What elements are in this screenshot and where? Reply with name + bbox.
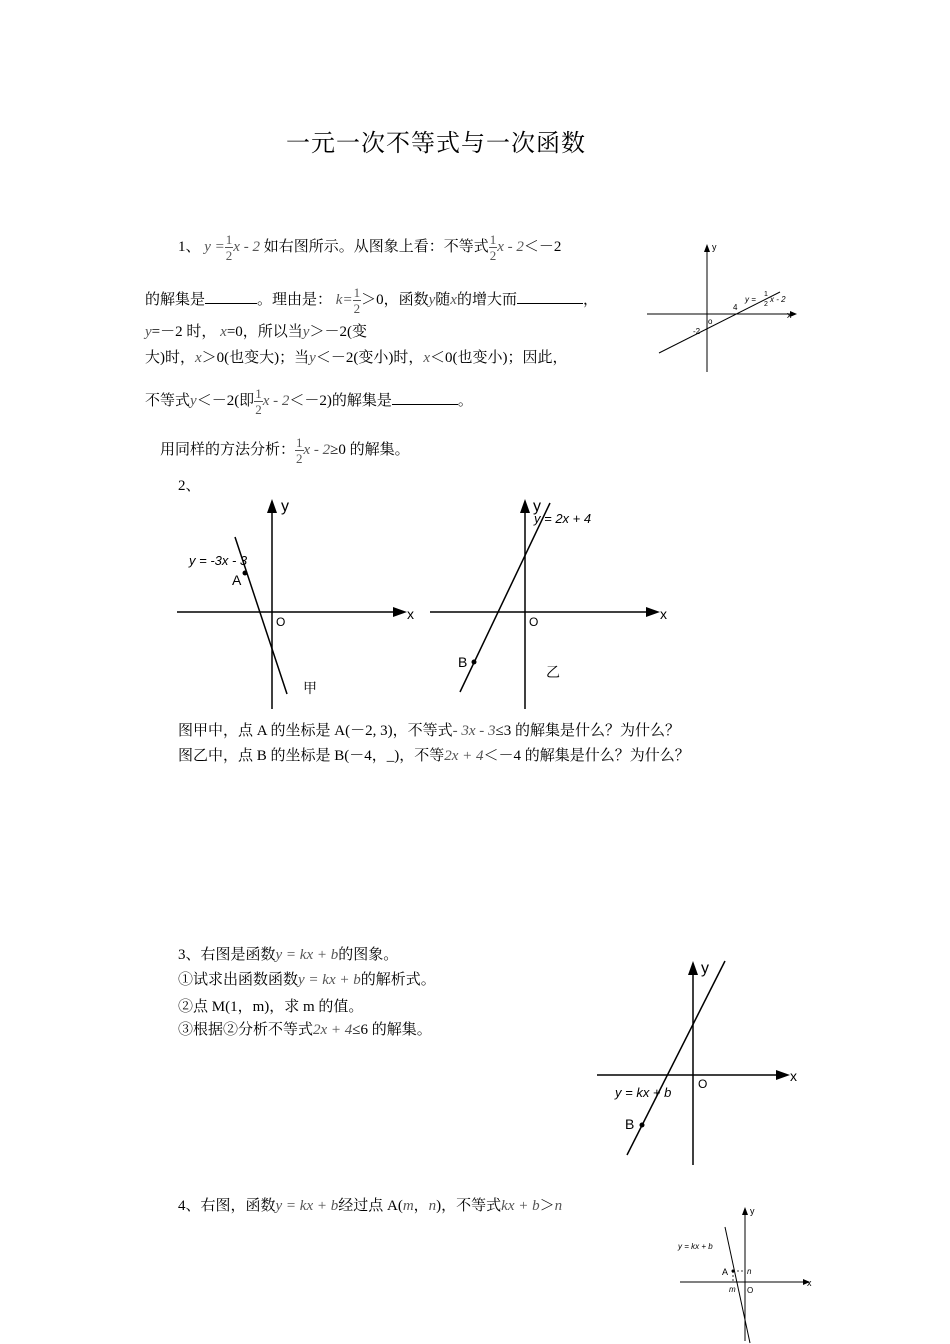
q1-l3-y2: y: [302, 324, 310, 340]
q3-l1-a: 3、右图是函数: [178, 947, 276, 963]
q1-l5-b: ＜－2(即: [196, 392, 255, 409]
q2-l2-a: 图乙中，点 B 的坐标是 B(－4，_)，不等: [178, 748, 445, 764]
q3-line1: [178, 945, 398, 965]
q1-fraction-2: $\frac{1}{2}$: [489, 232, 497, 263]
q1-l6-frac: $\frac{1}{2}$: [296, 435, 303, 466]
q1-answer-blank-3[interactable]: [392, 390, 458, 405]
q4-graph: [670, 1205, 820, 1343]
q1-l4-a: 大)时，: [145, 350, 195, 366]
q2-l1-math: - 3x - 3: [452, 723, 496, 739]
q1-func-lhs: y =: [204, 238, 225, 255]
q3-y-label: y: [701, 960, 709, 977]
q1-graph-four: 4: [733, 303, 738, 312]
q1-text: 如右图所示。从图象上看：不等式: [263, 238, 489, 255]
q1-l5-c: ＜－2)的解集是: [289, 392, 392, 409]
q2-graph-a: [175, 497, 420, 712]
q2a-y-label: y: [281, 498, 289, 515]
q2-graph-b: [428, 497, 673, 712]
q4-l1-math2: kx + b: [501, 1198, 540, 1214]
q4-y-label: y: [750, 1206, 755, 1216]
q4-equation: y = kx + b: [678, 1242, 713, 1251]
q1-l3-c: ＞－2(变: [309, 324, 367, 340]
q4-line1: [178, 1196, 562, 1216]
q1-l2-e: 的增大而: [456, 291, 517, 308]
q3-l2-a: ①试求出函数函数: [178, 972, 299, 988]
q1-l3-x: x: [220, 324, 227, 340]
q4-l1-e: ＞: [539, 1198, 555, 1214]
q4-l1-m: m: [402, 1198, 414, 1214]
q3-line2: [178, 970, 436, 990]
q1-line4: [145, 348, 568, 368]
q3-equation: y = kx + b: [615, 1085, 672, 1100]
q1-number: 1、: [178, 238, 201, 255]
q1-graph-eq-n: 1: [764, 291, 768, 298]
q3-line4: [178, 1020, 432, 1040]
q2a-tag: 甲: [303, 680, 317, 696]
q1-graph-x-label: x: [787, 310, 792, 320]
q2a-equation: y = -3x - 3: [189, 553, 248, 568]
q1-graph-eq-d: 2: [764, 301, 768, 308]
q1-l2-f: ，: [582, 291, 598, 308]
q2b-x-label: x: [660, 606, 667, 622]
q4-l1-c: ，: [413, 1198, 429, 1214]
q3-l4-math: 2x + 4: [313, 1022, 353, 1038]
q3-origin: O: [698, 1077, 708, 1091]
q3-l4-b: ≤6 的解集。: [352, 1022, 432, 1038]
q1-l2-b: 。理由是：: [257, 291, 333, 308]
q3-x-label: x: [790, 1068, 797, 1084]
q1-l5-rest: x - 2: [262, 392, 290, 409]
q2-l2-math: 2x + 4: [444, 748, 484, 764]
q3-l2-math: y = kx + b: [298, 972, 361, 988]
q1-graph-eq-rest: x - 2: [770, 295, 786, 304]
q3-line3: ②点 M(1，m)，求 m 的值。: [178, 999, 364, 1015]
q4-x-label: x: [807, 1278, 812, 1288]
q1-line2: [145, 285, 598, 316]
q1-graph-eq-lhs: y =: [745, 295, 756, 304]
q3-l4-a: ③根据②分析不等式: [178, 1022, 314, 1038]
q1-l2-d: 随: [435, 291, 451, 308]
q2-l1-a: 图甲中，点 A 的坐标是 A(－2, 3)，不等式: [178, 723, 453, 739]
q1-l4-y: y: [309, 350, 316, 366]
q2b-y-label: y: [533, 498, 541, 515]
q4-l1-n2: n: [554, 1198, 563, 1214]
q2a-origin: O: [276, 615, 286, 629]
q1-l4-x: x: [195, 350, 202, 366]
q2-l2-b: ＜－4 的解集是什么？为什么？: [483, 748, 690, 764]
q1-l3-y: y: [145, 324, 152, 340]
q4-l1-d: )，不等式: [436, 1198, 502, 1214]
q1-line3: [145, 322, 367, 342]
q1-answer-blank-1[interactable]: [205, 289, 257, 304]
q1-line6: [160, 435, 410, 466]
q1-var-x: x: [450, 291, 457, 308]
q2-line1: [178, 721, 680, 741]
q2-line2: [178, 746, 690, 766]
q2-l1-b: ≤3 的解集是什么？为什么？: [495, 723, 680, 739]
q3-graph: [595, 957, 810, 1167]
q1-l4-d: ＜0(也变小)；因此，: [430, 350, 568, 366]
q3-l1-b: 的图象。: [338, 947, 399, 963]
q1-l5-frac: $\frac{1}{2}$: [255, 386, 262, 417]
q1-l6-a: 用同样的方法分析：: [160, 441, 296, 458]
q1-answer-blank-2[interactable]: [517, 289, 583, 304]
q1-func-rest: x - 2: [233, 238, 260, 255]
q2a-point-a: A: [232, 572, 242, 588]
q1-l3-a: =－2 时，: [151, 324, 217, 340]
q1-l2-c: ＞0，函数: [361, 291, 429, 308]
q2b-equation: y = 2x + 4: [534, 511, 592, 526]
q1-l4-x2: x: [423, 350, 431, 366]
q1-k-frac: $\frac{1}{2}$: [353, 285, 361, 316]
q4-l1-n: n: [428, 1198, 437, 1214]
q2-number: 2、: [178, 478, 201, 494]
q3-point-b: B: [625, 1116, 635, 1132]
q4-l1-math: y = kx + b: [275, 1198, 339, 1214]
q3-l2-b: 的解析式。: [360, 972, 436, 988]
q3-l1-math: y = kx + b: [275, 947, 339, 963]
q1-ineq-rest: x - 2: [497, 238, 524, 255]
q4-origin: O: [747, 1286, 754, 1295]
q2a-x-label: x: [407, 606, 414, 622]
q1-var-y: y: [428, 291, 436, 308]
page-title: 一元一次不等式与一次函数: [286, 131, 586, 157]
q1-graph-origin: o: [708, 317, 713, 326]
q1-l5-d: 。: [457, 392, 473, 409]
q1-l2-a: 的解集是: [145, 291, 206, 308]
q4-point-a: A: [722, 1267, 729, 1277]
q1-line1: [178, 232, 561, 263]
q2b-tag: 乙: [546, 664, 560, 680]
q1-graph: [645, 240, 805, 375]
q1-ineq-tail: ＜－2: [523, 238, 562, 255]
q1-l5-a: 不等式: [145, 392, 191, 409]
q2b-point-b: B: [458, 654, 468, 670]
q2b-origin: O: [529, 615, 539, 629]
q4-m-label: m: [729, 1285, 736, 1294]
q4-l1-b: 经过点 A(: [338, 1198, 403, 1214]
q1-fraction: $\frac{1}{2}$: [225, 232, 233, 263]
q1-line5: [145, 386, 473, 417]
q4-n-label: n: [747, 1267, 752, 1276]
q1-l3-b: =0，所以当: [226, 324, 303, 340]
q1-l4-b: ＞0(也变大)；当: [201, 350, 310, 366]
q1-l5-y: y: [190, 392, 197, 409]
q1-l4-c: ＜－2(变小)时，: [315, 350, 424, 366]
q1-graph-y-label: y: [712, 242, 717, 252]
q1-k: k=: [335, 291, 353, 308]
q4-l1-a: 4、右图，函数: [178, 1198, 276, 1214]
q1-l6-rest: x - 2: [303, 441, 331, 458]
q1-graph-minus2: -2: [693, 327, 701, 336]
q1-l6-b: ≥0 的解集。: [330, 441, 410, 458]
